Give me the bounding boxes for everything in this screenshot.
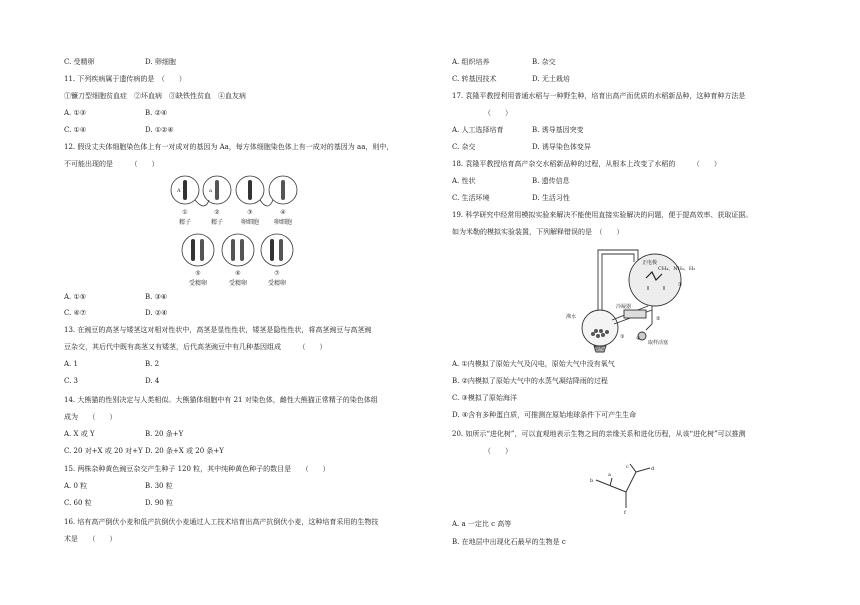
q18-option-a: A. 性状 (452, 177, 476, 185)
label-condenser: 冷凝器 (616, 304, 632, 310)
q12-fig-label-3: ③ (247, 209, 253, 216)
q13-option-a: A. 1 (64, 360, 78, 368)
q15-stem: 15. 两株杂种黄色豌豆杂交产生种子 120 粒，其中纯种黄色种子的数目是 （ ） (64, 465, 330, 473)
label-boiling-water: 沸水 (566, 314, 577, 320)
label-gas: CH₄、NH₃、H₂ (658, 266, 696, 272)
q20-option-a: A. a 一定比 c 高等 (452, 520, 512, 528)
q14-option-d: D. 20 条+X 或 20 条+Y (145, 447, 224, 455)
q12-fig-name-7: 受精卵 (267, 280, 287, 287)
q14-stem-line2: 成为 （ ） (64, 413, 117, 421)
tree-label-f: f (624, 510, 626, 516)
q12-fig-name-1: 精子 (178, 219, 192, 226)
q12-fig-name-4: 卵细胞 (273, 219, 293, 226)
q12-option-d: D. ②④ (145, 309, 168, 317)
q19-miller-apparatus-figure (560, 240, 700, 355)
q16-option-d: D. 无土栽培 (532, 75, 570, 83)
q19-option-d: D. ④含有多种蛋白质，可推测在原始地球条件下可产生生命 (452, 411, 637, 419)
tree-label-a: a (608, 472, 611, 478)
label-electrode: 正电极 (642, 260, 658, 266)
q19-option-a: A. ①内模拟了原始大气及闪电，原始大气中没有氧气 (452, 360, 615, 368)
q19-option-b: B. ②内模拟了原始大气中的水蒸气凝结降雨的过程 (452, 377, 608, 385)
gene-letter-small: a (209, 188, 212, 194)
label-n4: ④ (636, 336, 641, 342)
q12-option-b: B. ③⑥ (145, 293, 168, 301)
label-n2: ② (656, 316, 661, 322)
q11-option-c: C. ①④ (64, 126, 87, 134)
label-n3: ③ (620, 334, 625, 340)
q18-option-c: C. 生活环境 (452, 194, 490, 202)
q15-option-d: D. 90 粒 (145, 499, 173, 507)
q13-stem-line2: 豆杂交，其后代中既有高茎又有矮茎，后代高茎豌豆中有几种基因组成 （ ） (64, 343, 327, 351)
q16-option-a: A. 组织培养 (452, 58, 490, 66)
q17-option-b: B. 诱导基因突变 (532, 126, 584, 134)
q16-option-b: B. 杂交 (532, 58, 556, 66)
q20-option-b: B. 在地层中出现化石最早的生物是 c (452, 538, 566, 546)
q17-option-a: A. 人工选择培育 (452, 126, 504, 134)
q12-fig-label-2: ② (214, 209, 220, 216)
q17-option-c: C. 杂交 (452, 143, 476, 151)
q16-stem-line1: 16. 培有高产倒伏小麦和低产抗倒伏小麦通过人工技术培育出高产抗倒伏小麦，这种培育采用的生物技 (64, 518, 379, 526)
q14-option-c: C. 20 对+X 或 20 对+Y (64, 447, 143, 455)
q15-option-a: A. 0 粒 (64, 482, 88, 490)
tree-label-c: c (626, 464, 629, 470)
label-heat: 加热 (594, 346, 605, 352)
q18-stem: 18. 袁隆平教授培育高产杂交水稻新品种的过程，从根本上改变了水稻的 （ ） (452, 160, 721, 168)
q19-stem-line2: 如为米勒的模拟实验装置，下列解释错误的是 （ ） (452, 228, 624, 236)
q12-fig-label-6: ⑥ (235, 270, 241, 277)
q12-option-a: A. ①⑤ (64, 293, 87, 301)
q20-stem-line2: （ ） (484, 447, 512, 455)
q12-fig-name-5: 受精卵 (188, 280, 208, 287)
q18-option-d: D. 生活习性 (532, 194, 570, 202)
q12-stem-line1: 12. 假设丈夫体细胞染色体上有一对成对的基因为 Aa，每方体细胞染色体上有一成对的基因为 aa，则中， (64, 143, 394, 151)
q13-option-d: D. 4 (145, 377, 160, 385)
q12-stem-line2: 不可能出现的是 （ ） (64, 160, 159, 168)
q11-option-a: A. ①③ (64, 109, 87, 117)
q10-option-c: C. 受精卵 (64, 58, 95, 66)
q17-stem-line2: （ ） (484, 109, 512, 117)
q12-fig-label-4: ④ (280, 209, 286, 216)
q12-fig-name-6: 受精卵 (228, 280, 248, 287)
q11-option-b: B. ②④ (145, 109, 168, 117)
q12-fig-label-5: ⑤ (195, 270, 201, 277)
label-n1: ① (678, 282, 683, 288)
tree-label-d: d (651, 466, 655, 472)
q14-option-a: A. X 或 Y (64, 430, 95, 438)
q11-stem: 11. 下列疾病属于遗传病的是 （ ） (64, 75, 186, 83)
q12-option-c: C. ④⑦ (64, 309, 87, 317)
q13-option-c: C. 3 (64, 377, 79, 385)
q10-option-d: D. 卵细胞 (145, 58, 176, 66)
q12-fig-label-1: ① (182, 209, 188, 216)
q16-option-c: C. 转基因技术 (452, 75, 497, 83)
label-sampling: 取样活塞 (648, 340, 669, 346)
gene-letter-big: A (177, 188, 181, 194)
q12-fig-name-2: 精子 (210, 219, 224, 226)
q17-option-d: D. 诱导染色体变异 (532, 143, 591, 151)
q15-option-b: B. 30 粒 (145, 482, 173, 490)
q17-stem-line1: 17. 袁隆平教授利用普通水稻与一种野生种，培育出高产而优质的水稻新品种，这种育种方法是 (452, 92, 746, 100)
q12-fig-name-3: 卵细胞 (240, 219, 260, 226)
q12-chromosome-figure (165, 172, 305, 290)
q11-option-d: D. ①②④ (145, 126, 174, 134)
q14-stem-line1: 14. 大熊猫的性别决定与人类相似。大熊猫体细胞中有 21 对染色体，雌性大熊猫正常精子的染色体组 (64, 396, 378, 404)
q20-stem-line1: 20. 如所示“进化树”，可以直观地表示生物之间的亲缘关系和进化历程，从该“进化树”可以推测 (452, 430, 746, 438)
q13-stem-line1: 13. 在豌豆的高茎与矮茎这对相对性状中，高茎是显性性状，矮茎是隐性性状，将高茎豌豆与高茎豌 (64, 326, 372, 334)
tree-label-b: b (590, 478, 594, 484)
q14-option-b: B. 20 条+Y (145, 430, 184, 438)
q15-option-c: C. 60 粒 (64, 499, 92, 507)
q19-stem-line1: 19. 科学研究中经常用模拟实验来解决不能使用直接实验解决的问题，便于提高效率、获取证据。 (452, 211, 753, 219)
q19-option-c: C. ③模拟了原始海洋 (452, 394, 517, 402)
q12-fig-label-7: ⑦ (274, 270, 280, 277)
q16-stem-line2: 术是 （ ） (64, 535, 117, 543)
q20-evolution-tree-figure (588, 462, 658, 516)
q11-items: ①镰刀型细胞贫血症 ②坏血病 ③缺铁性贫血 ④血友病 (64, 92, 246, 100)
q13-option-b: B. 2 (145, 360, 160, 368)
q18-option-b: B. 遗传信息 (532, 177, 570, 185)
